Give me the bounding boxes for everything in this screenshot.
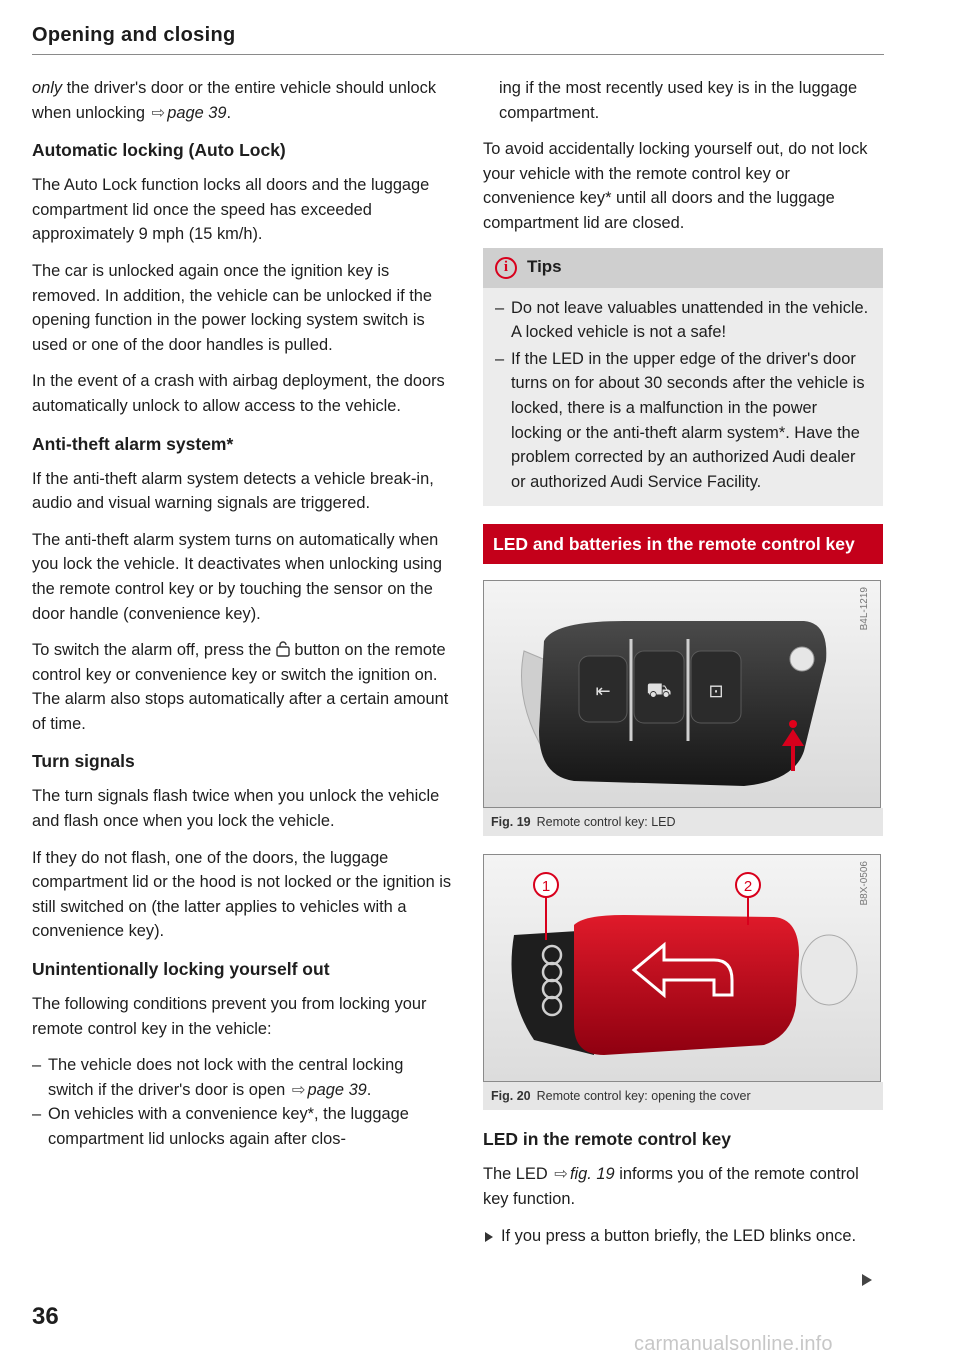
anti-theft-p3-post: button on the remote control key or convenience key or switch the ignition on. The alarm also stops automatically after a certain amount of time. (32, 641, 449, 733)
callout-1: 1 (541, 878, 551, 896)
figure-label: Fig. 19 (491, 815, 531, 830)
remote-key-led-illustration (484, 581, 880, 807)
list-item-text: The vehicle does not lock with the central locking switch if the driver's door is open (48, 1056, 404, 1099)
anti-theft-p3 (32, 638, 452, 736)
anti-theft-p1: If the anti-theft alarm system detects a vehicle break-in, audio and visual warning signals are triggered. (32, 469, 434, 513)
watermark: carmanualsonline.info (634, 1333, 833, 1355)
list-item-end: . (366, 1080, 372, 1099)
unintentional-heading: Unintentionally locking yourself out (32, 959, 330, 980)
led-p1-post: informs you of the remote control key function. (483, 1165, 859, 1208)
tips-item: – Do not leave valuables unattended in the vehicle. A locked vehicle is not a safe! (495, 296, 871, 345)
figure-20-image (483, 854, 881, 1082)
arrow-right-icon: ⇨ (291, 1080, 306, 1099)
left-column (32, 76, 452, 1164)
figure-code: B4L-1219 (859, 587, 871, 631)
figure-label: Fig. 20 (491, 1089, 531, 1104)
info-icon: i (495, 257, 517, 279)
list-item: – On vehicles with a convenience key*, the luggage compartment lid unlocks again after clos- (32, 1102, 452, 1151)
page-39-link[interactable]: page 39 (167, 103, 227, 122)
figure-caption-text: Remote control key: LED (536, 815, 676, 830)
figure-code: B8X-0506 (859, 861, 871, 906)
list-item (32, 1053, 452, 1102)
auto-lock-heading: Automatic locking (Auto Lock) (32, 140, 286, 161)
section-title: Opening and closing (32, 24, 236, 46)
turn-signals-p1: The turn signals flash twice when you unlock the vehicle and flash once when you lock the vehicle. (32, 787, 440, 831)
remote-key-cover-illustration (484, 855, 880, 1081)
led-paragraph (483, 1162, 883, 1211)
turn-signals-heading: Turn signals (32, 751, 135, 772)
figure-19-image (483, 580, 881, 808)
avoid-lockout-paragraph: To avoid accidentally locking yourself out, do not lock your vehicle with the remote control key or convenience key* until all doors and the luggage compartment lid are closed. (483, 140, 868, 232)
unlock-button-icon (276, 640, 290, 656)
figure-caption-text: Remote control key: opening the cover (536, 1089, 751, 1104)
svg-text:⇤: ⇤ (595, 681, 611, 703)
auto-lock-p3: In the event of a crash with airbag deployment, the doors automatically unlock to allow access to the vehicle. (32, 372, 445, 415)
tips-list (495, 296, 871, 495)
arrow-right-icon: ⇨ (554, 1165, 568, 1184)
figure-19-caption (483, 808, 883, 836)
arrow-right-icon: ⇨ (151, 103, 166, 122)
svg-text:⊡: ⊡ (708, 681, 724, 703)
tips-body (483, 288, 883, 495)
header-rule (32, 54, 884, 55)
svg-text:⛟: ⛟ (646, 678, 672, 703)
led-bullet-item: If you press a button briefly, the LED blinks once. (483, 1224, 883, 1249)
led-heading: LED in the remote control key (483, 1129, 731, 1150)
intro-paragraph (32, 76, 452, 125)
callout-2: 2 (743, 878, 753, 896)
continue-arrow-icon (862, 1274, 872, 1286)
right-column (483, 76, 883, 1260)
intro-end: . (226, 103, 232, 122)
figure-20-caption (483, 1082, 883, 1110)
anti-theft-p3-pre: To switch the alarm off, press the (32, 641, 276, 660)
tips-title: Tips (527, 257, 562, 277)
page-number: 36 (32, 1303, 59, 1330)
unintentional-p1: The following conditions prevent you from locking your remote control key in the vehicle: (32, 995, 427, 1038)
auto-lock-p1: The Auto Lock function locks all doors and the luggage compartment lid once the speed has exceeded approximately 9 mph (15 km/h). (32, 176, 430, 244)
auto-lock-p2: The car is unlocked again once the ignition key is removed. In addition, the vehicle can be unlocked if the opening function in the power locking system switch is used or one of the door handles is pulled. (32, 261, 433, 354)
anti-theft-p2: The anti-theft alarm system turns on automatically when you lock the vehicle. It deactivates when unlocking using the remote control key or by touching the sensor on the door handle (convenience key). (32, 530, 443, 623)
tips-header (483, 248, 883, 288)
led-p1-pre: The LED (483, 1165, 553, 1184)
led-batteries-section-heading: LED and batteries in the remote control key (483, 524, 883, 564)
fig-19-link[interactable]: fig. 19 (569, 1165, 615, 1184)
tips-item: – If the LED in the upper edge of the driver's door turns on for about 30 seconds after the vehicle is locked, there is a malfunction in the power locking or the anti-theft alarm system*. Have the problem corrected by an authorized Audi dealer or authorized Audi Service Facility. (495, 347, 871, 495)
turn-signals-p2: If they do not flash, one of the doors, the luggage compartment lid or the hood is not locked or the ignition is still switched on (the latter applies to vehicles with a convenience key). (32, 848, 452, 941)
anti-theft-heading: Anti-theft alarm system* (32, 433, 234, 454)
emphasis-only: only (32, 79, 63, 97)
unintentional-list (32, 1053, 452, 1151)
continued-text: ing if the most recently used key is in the luggage compartment. (499, 79, 858, 122)
intro-text: the driver's door or the entire vehicle should unlock when unlocking (32, 79, 437, 122)
page-39-link-2[interactable]: page 39 (307, 1080, 367, 1099)
tips-box (483, 248, 883, 507)
